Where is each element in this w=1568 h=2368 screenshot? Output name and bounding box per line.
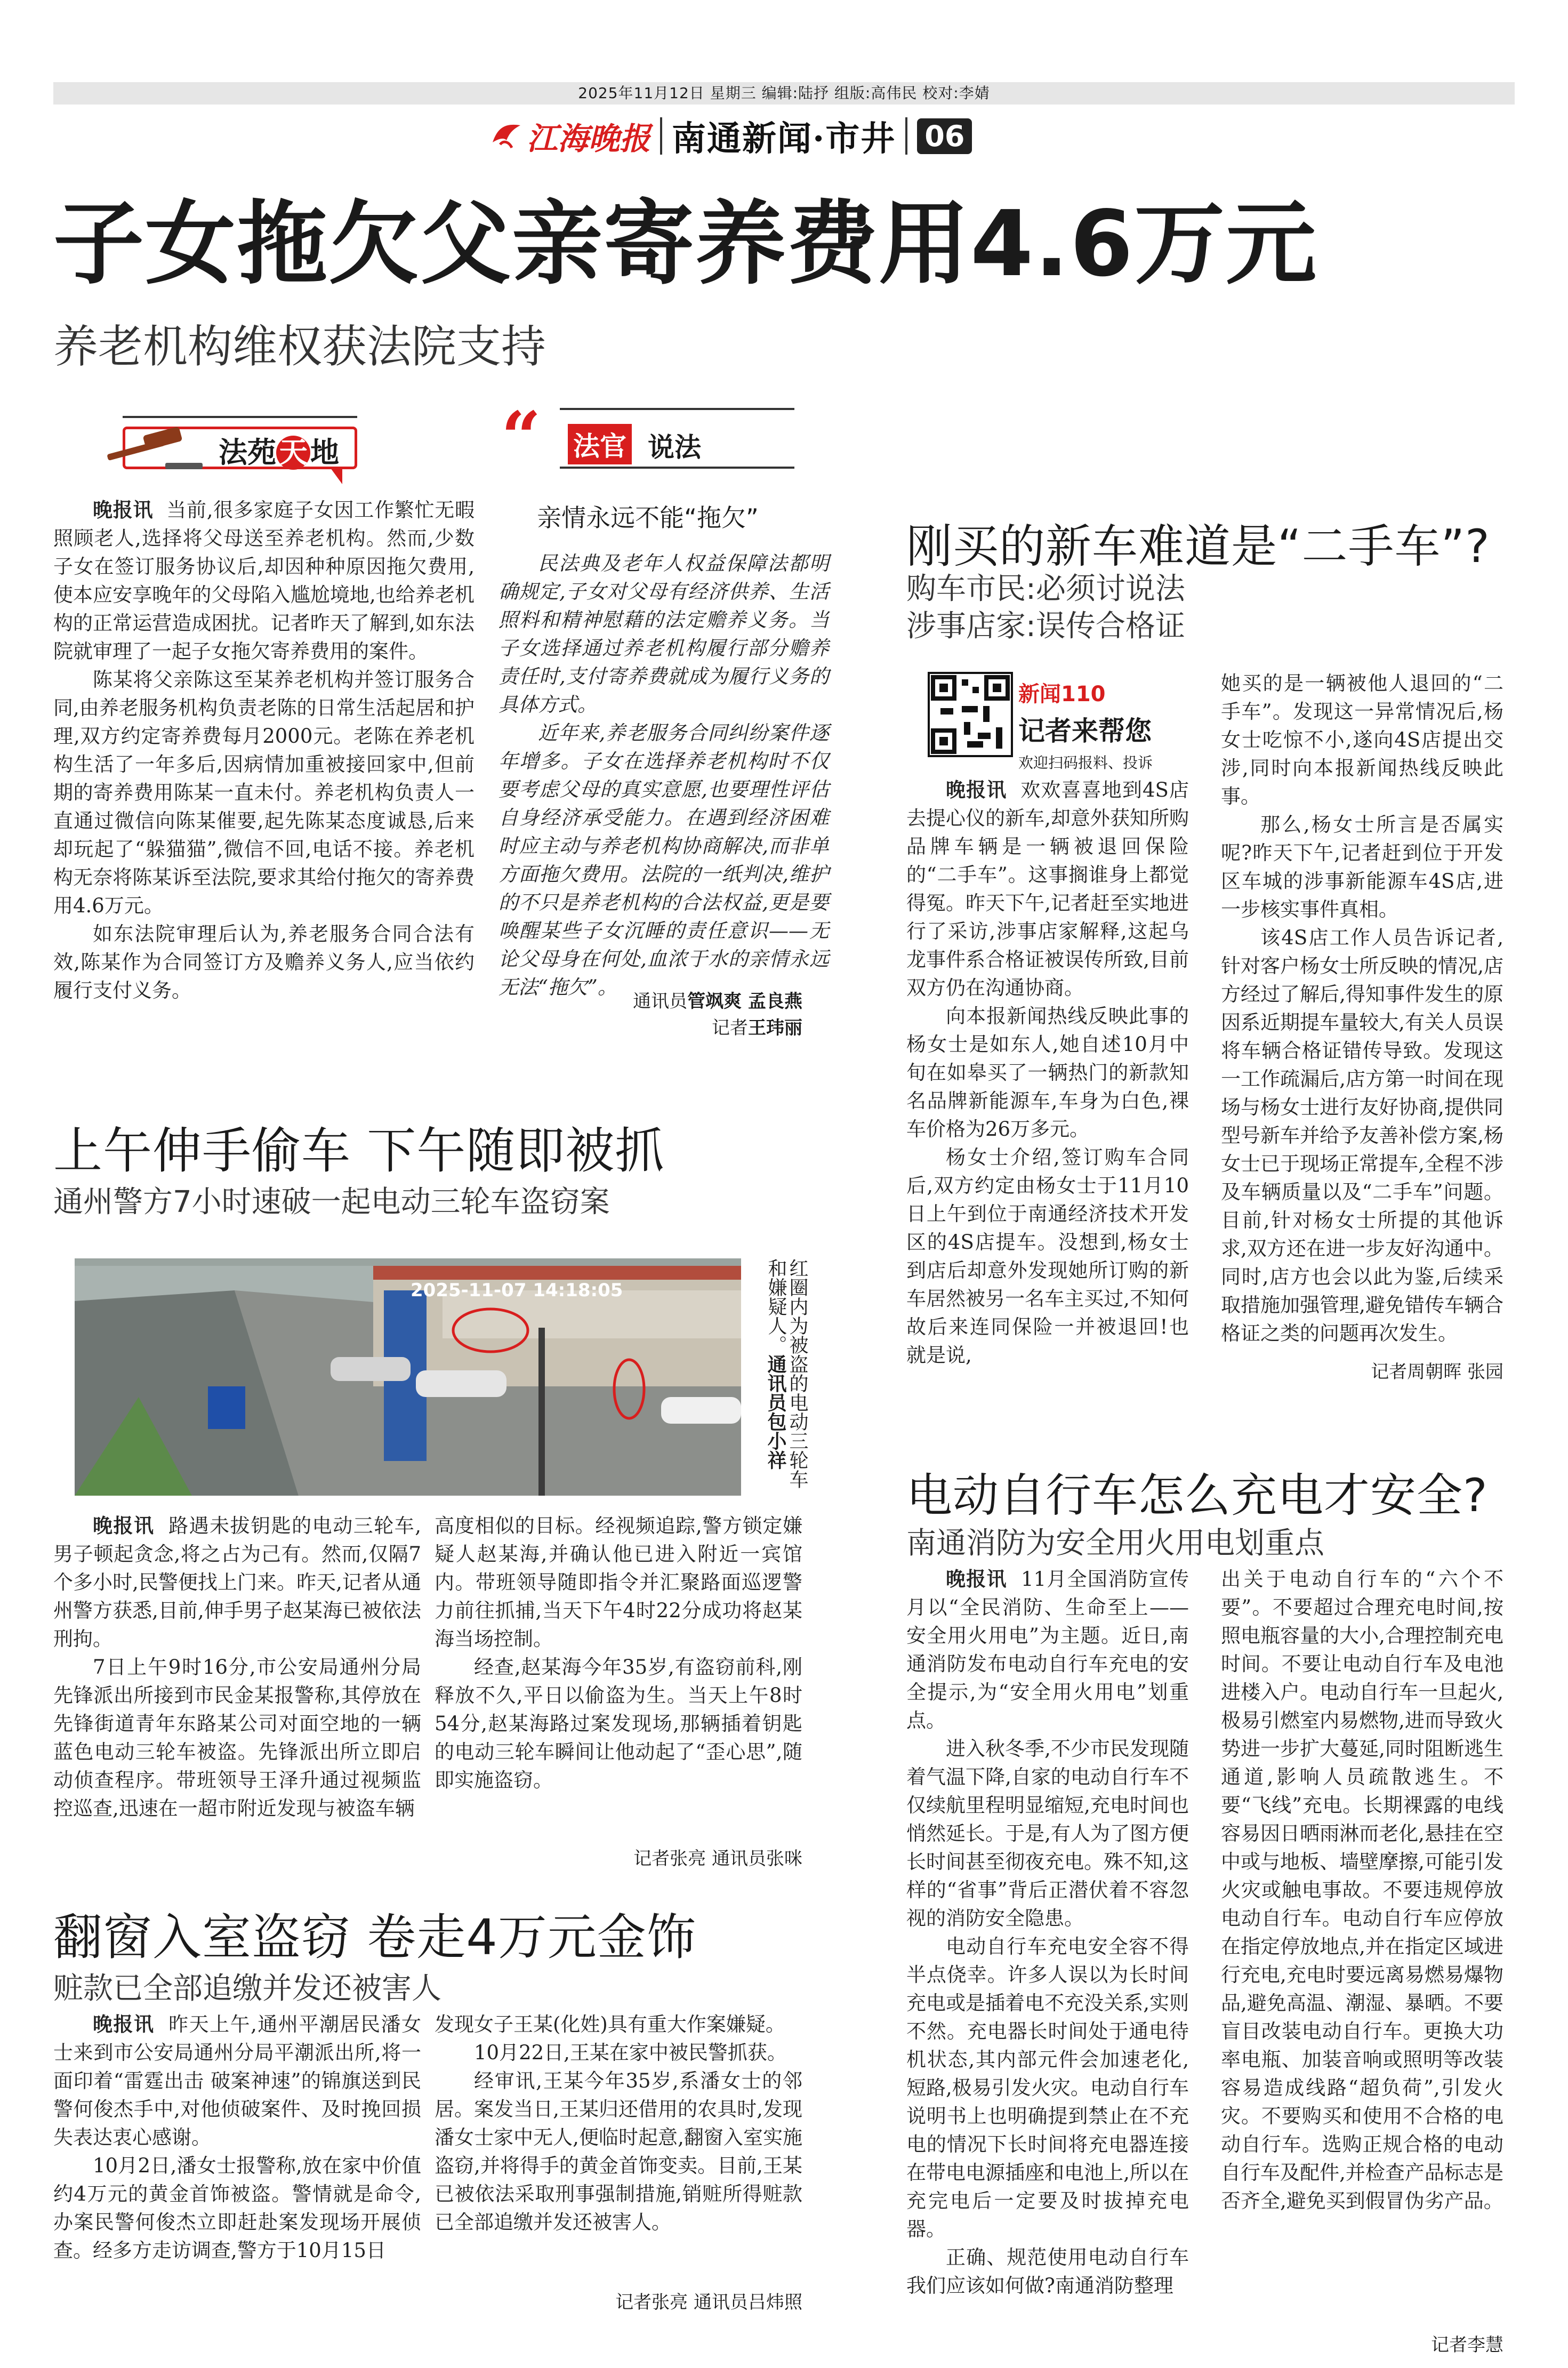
paper-name: 江海晚报 <box>527 121 651 157</box>
theft-byline: 记者张亮 通讯员张咪 <box>633 1848 802 1869</box>
ebike-body-col1 <box>906 1565 1189 2300</box>
car-subhead-2: 涉事店家:误传合格证 <box>906 609 1185 644</box>
ebike-paragraph: 正确、规范使用电动自行车我们应该如何做?南通消防整理 <box>906 2246 1189 2297</box>
theft-subhead: 通州警方7小时速破一起电动三轮车盗窃案 <box>53 1185 610 1219</box>
ebike-subhead: 南通消防为安全用火用电划重点 <box>906 1526 1324 1561</box>
masthead <box>490 109 1077 163</box>
burglary-body-col2 <box>435 2010 802 2236</box>
qr-code-icon[interactable] <box>928 672 1013 757</box>
column-badge-fayuan <box>101 411 368 491</box>
commentary-title: 亲情永远不能“拖欠” <box>537 503 759 532</box>
lead-subhead: 养老机构维权获法院支持 <box>53 320 546 373</box>
column-badge-judge <box>501 396 821 478</box>
paragraph-text: 欢欢喜喜地到4S店去提心仪的新车,却意外获知所购品牌车辆是一辆被退回保险的“二手车”。这事搁谁身上都觉得冤。昨天下午,记者赶至实地进行了采访,涉事店家解释,这起乌龙事件系合格证被误传所致,目前双方仍在沟通协商。 <box>906 778 1189 999</box>
lead-tag: 晚报讯 <box>946 1567 1007 1591</box>
masthead-divider <box>660 117 662 155</box>
theft-paragraph: 7日上午9时16分,市公安局通州分局先锋派出所接到市民金某报警称,其停放在先锋街道青年东路某公司对面空地的一辆蓝色电动三轮车被盗。先锋派出所立即启动侦查程序。带班领导王泽升通过视频监控巡查,迅速在一超市附近发现与被盗车辆 <box>53 1656 421 1820</box>
caption-text: 红圈内为被盗的电动三轮车和嫌疑人。 <box>765 1258 808 1489</box>
lead-headline: 子女拖欠父亲寄养费用4.6万元 <box>53 191 1318 297</box>
burglary-headline: 翻窗入室盗窃 卷走4万元金饰 <box>53 1909 696 1966</box>
car-subhead-1: 购车市民:必须讨说法 <box>906 572 1185 606</box>
car-headline: 刚买的新车难道是“二手车”? <box>906 520 1490 573</box>
badge-suffix: 地 <box>310 436 339 469</box>
photo-caption <box>749 1258 808 1493</box>
commentary-byline-2 <box>498 1013 802 1039</box>
burglary-paragraph: 经审讯,王某今年35岁,系潘女士的邻居。案发当日,王某归还借用的农具时,发现潘女士家中无人,便临时起意,翻窗入室实施盗窃,并将得手的黄金首饰变卖。目前,王某已被依法采取刑事强制措施,销赃所得赃款已全部追缴并发还被害人。 <box>435 2069 802 2234</box>
ebike-byline: 记者李慧 <box>1431 2334 1503 2356</box>
commentary-body <box>498 549 829 1001</box>
photo-timestamp: 2025-11-07 14:18:05 <box>411 1280 623 1301</box>
lead-story-body <box>53 496 475 1005</box>
paragraph-text: 路遇未拔钥匙的电动三轮车,男子顿起贪念,将之占为己有。然而,仅隔7个多小时,民警便找上门来。昨天,记者从通州警方获悉,目前,伸手男子赵某海已被依法刑拘。 <box>53 1514 421 1650</box>
car-body-col2 <box>1221 669 1503 1347</box>
lead-paragraph: 如东法院审理后认为,养老服务合同合法有效,陈某作为合同签订方及赡养义务人,应当依约履行支付义务。 <box>53 922 475 1002</box>
theft-paragraph: 经查,赵某海今年35岁,有盗窃前科,刚释放不久,平日以偷盗为生。当天上午8时54分,赵某海路过案发现场,那辆插着钥匙的电动三轮车瞬间让他动起了“歪心思”,随即实施盗窃。 <box>435 1656 802 1792</box>
quote-icon: “ <box>501 396 541 478</box>
gavel-icon <box>101 426 208 473</box>
paragraph-text: 当前,很多家庭子女因工作繁忙无暇照顾老人,选择将父母送至养老机构。然而,少数子女在签订服务协议后,却因种种原因拖欠费用,使本应安享晚年的父母陷入尴尬境地,也给养老机构的正常运营造成困扰。记者昨天了解到,如东法院就审理了一起子女拖欠寄养费用的案件。 <box>53 499 475 663</box>
badge-prefix: 法苑 <box>219 436 276 469</box>
badge-accent: 天 <box>276 436 310 470</box>
lead-tag: 晚报讯 <box>946 778 1007 801</box>
burglary-subhead: 赃款已全部追缴并发还被害人 <box>53 1971 441 2006</box>
promo-sub: 欢迎扫码报料、投诉 <box>1018 754 1153 772</box>
ebike-headline: 电动自行车怎么充电才安全? <box>906 1469 1488 1522</box>
promo-title: 新闻110 <box>1018 682 1106 707</box>
theft-paragraph <box>53 1512 421 1653</box>
burglary-body-col1 <box>53 2010 421 2265</box>
car-paragraph: 她买的是一辆被他人退回的“二手车”。发现这一异常情况后,杨女士吃惊不小,遂向4S店提出交涉,同时向本报新闻热线反映此事。 <box>1221 672 1503 808</box>
burglary-paragraph <box>53 2010 421 2152</box>
badge-red-label: 法官 <box>568 424 632 464</box>
burglary-paragraph: 发现女子王某(化姓)具有重大作案嫌疑。 <box>435 2013 785 2036</box>
burglary-paragraph: 10月2日,潘女士报警称,放在家中价值约4万元的黄金首饰被盗。警情就是命令,办案民警何俊杰立即赶赴案发现场开展侦查。经多方走访调查,警方于10月15日 <box>53 2154 421 2262</box>
car-paragraph: 那么,杨女士所言是否属实呢?昨天下午,记者赶到位于开发区车城的涉事新能源车4S店,进一步核实事件真相。 <box>1221 813 1503 921</box>
car-paragraph: 向本报新闻热线反映此事的杨女士是如东人,她自述10月中旬在如皋买了一辆热门的新款知名品牌新能源车,车身为白色,裸车价格为26万多元。 <box>906 1005 1189 1141</box>
commentary-byline-1 <box>498 986 802 1013</box>
ebike-paragraph <box>906 1565 1189 1735</box>
car-byline: 记者周朝晖 张园 <box>1371 1361 1503 1383</box>
dateline-bar: 2025年11月12日 星期三 编辑:陆抒 组版:高伟民 校对:李婧 <box>53 82 1515 105</box>
masthead-divider-2 <box>905 117 907 155</box>
commentary-paragraph: 民法典及老年人权益保障法都明确规定,子女对父母有经济供养、生活照料和精神慰藉的法定赡养义务。当子女选择通过养老机构履行部分赡养责任时,支付寄养费就成为履行义务的具体方式。 <box>498 552 829 716</box>
theft-paragraph: 高度相似的目标。经视频追踪,警方锁定嫌疑人赵某海,并确认他已进入附近一宾馆内。带班领导随即指令并汇聚路面巡逻警力前往抓捕,当天下午4时22分成功将赵某海当场控制。 <box>435 1514 802 1650</box>
car-paragraph: 杨女士介绍,签订购车合同后,双方约定由杨女士于11月10日上午到位于南通经济技术开发区的4S店提车。没想到,杨女士到店后却意外发现她所订购的新车居然被另一名车主买过,不知何故后来连同保险一并被退回!也就是说, <box>906 1146 1189 1367</box>
surveillance-photo <box>75 1258 741 1496</box>
ebike-body-col2 <box>1221 1565 1503 2215</box>
badge-label <box>219 430 339 471</box>
lead-tag: 晚报讯 <box>93 2012 155 2036</box>
hotline-promo <box>1018 677 1153 773</box>
theft-body-col2 <box>435 1512 802 1794</box>
photo-scene <box>75 1258 741 1496</box>
page-number: 06 <box>917 118 972 154</box>
paper-logo <box>490 114 650 158</box>
byline-names: 管飒爽 孟良燕 <box>687 991 802 1012</box>
lead-tag: 晚报讯 <box>93 1514 155 1537</box>
theft-body-col1 <box>53 1512 421 1823</box>
car-paragraph <box>906 776 1189 1002</box>
burglary-byline: 记者张亮 通讯员吕炜照 <box>615 2292 802 2313</box>
badge-rule <box>560 408 794 410</box>
promo-line: 记者来帮您 <box>1018 716 1152 746</box>
lead-paragraph <box>53 496 475 665</box>
paragraph-text: 11月全国消防宣传月以“全民消防、生命至上——安全用火用电”为主题。近日,南通消防发布电动自行车充电的安全提示,为“安全用火用电”划重点。 <box>906 1568 1189 1732</box>
badge-rule <box>123 416 357 418</box>
lead-tag: 晚报讯 <box>93 498 154 521</box>
byline-prefix: 通讯员 <box>633 991 688 1012</box>
car-body-col1 <box>906 776 1189 1369</box>
ebike-paragraph: 进入秋冬季,不少市民发现随着气温下降,自家的电动自行车不仅续航里程明显缩短,充电时间也悄然延长。于是,有人为了图方便长时间甚至彻夜充电。殊不知,这样的“省事”背后正潜伏着不容忽视的消防安全隐患。 <box>906 1737 1189 1930</box>
badge-text: 说法 <box>648 432 701 463</box>
ebike-paragraph: 电动自行车充电安全容不得半点侥幸。许多人误以为长时间充电或是插着电不充没关系,实则不然。充电器长时间处于通电待机状态,其内部元件会加速老化,短路,极易引发火灾。电动自行车说明书上也明确提到禁止在不充电的情况下长时间将充电器连接在带电电源插座和电池上,所以在充完电后一定要及时拔掉充电器。 <box>906 1935 1189 2241</box>
burglary-paragraph: 10月22日,王某在家中被民警抓获。 <box>474 2041 787 2064</box>
caption-credit: 通讯员包小祥 <box>765 1354 787 1470</box>
paragraph-text: 昨天上午,通州平潮居民潘女士来到市公安局通州分局平潮派出所,将一面印着“雷霆出击 破案神速”的锦旗送到民警何俊杰手中,对他侦破案件、及时挽回损失表达衷心感谢。 <box>53 2013 421 2149</box>
car-paragraph: 该4S店工作人员告诉记者,针对客户杨女士所反映的情况,店方经过了解后,得知事件发生的原因系近期提车量较大,有关人员误将车辆合格证错传导致。发现这一工作疏漏后,店方第一时间在现场与杨女士进行友好协商,提供同型号新车并给予友善补偿方案,杨女士已于现场正常提车,全程不涉及车辆质量以及“二手车”问题。目前,针对杨女士所提的其他诉求,双方还在进一步友好沟通中。同时,店方也会以此为鉴,后续采取措施加强管理,避免错传车辆合格证之类的问题再次发生。 <box>1221 926 1503 1345</box>
badge-rule-bottom <box>560 467 794 469</box>
byline-prefix: 记者 <box>712 1017 748 1039</box>
section-name: 南通新闻·市井 <box>672 119 896 159</box>
logo-mark-icon <box>490 121 522 151</box>
ebike-paragraph: 出关于电动自行车的“六个不要”。不要超过合理充电时间,按照电瓶容量的大小,合理控制充电时间。不要让电动自行车及电池进楼入户。电动自行车一旦起火,极易引燃室内易燃物,进而导致火势进一步扩大蔓延,同时阻断逃生通道,影响人员疏散逃生。不要“飞线”充电。长期裸露的电线容易因日晒雨淋而老化,悬挂在空中或与地板、墙壁摩擦,可能引发火灾或触电事故。不要违规停放电动自行车。电动自行车应停放在指定停放地点,并在指定区域进行充电,充电时要远离易燃易爆物品,避免高温、潮湿、暴晒。不要盲目改装电动自行车。更换大功率电瓶、加装音响或照明等改装容易造成线路“超负荷”,引发火灾。不要购买和使用不合格的电动自行车。选购正规合格的电动自行车及配件,并检查产品标志是否齐全,避免买到假冒伪劣产品。 <box>1221 1568 1503 2212</box>
lead-paragraph: 陈某将父亲陈这至某养老机构并签订服务合同,由养老服务机构负责老陈的日常生活起居和护理,双方约定寄养费每月2000元。老陈在养老机构生活了一年多后,因病情加重被接回家中,但前期的寄养费用陈某一直未付。养老机构负责人一直通过微信向陈某催要,起先陈某态度诚恳,后来却玩起了“躲猫猫”,微信不回,电话不接。养老机构无奈将陈某诉至法院,要求其给付拖欠的寄养费用4.6万元。 <box>53 668 475 917</box>
byline-names: 王玮丽 <box>748 1017 802 1039</box>
commentary-paragraph: 近年来,养老服务合同纠纷案件逐年增多。子女在选择养老机构时不仅要考虑父母的真实意愿,也要理性评估自身经济承受能力。在遇到经济困难时应主动与养老机构协商解决,而非单方面拖欠费用。法院的一纸判决,维护的不只是养老机构的合法权益,更是要唤醒某些子女沉睡的责任意识——无论父母身在何处,血浓于水的亲情永远无法“拖欠”。 <box>498 721 829 999</box>
theft-headline: 上午伸手偷车 下午随即被抓 <box>53 1122 665 1179</box>
